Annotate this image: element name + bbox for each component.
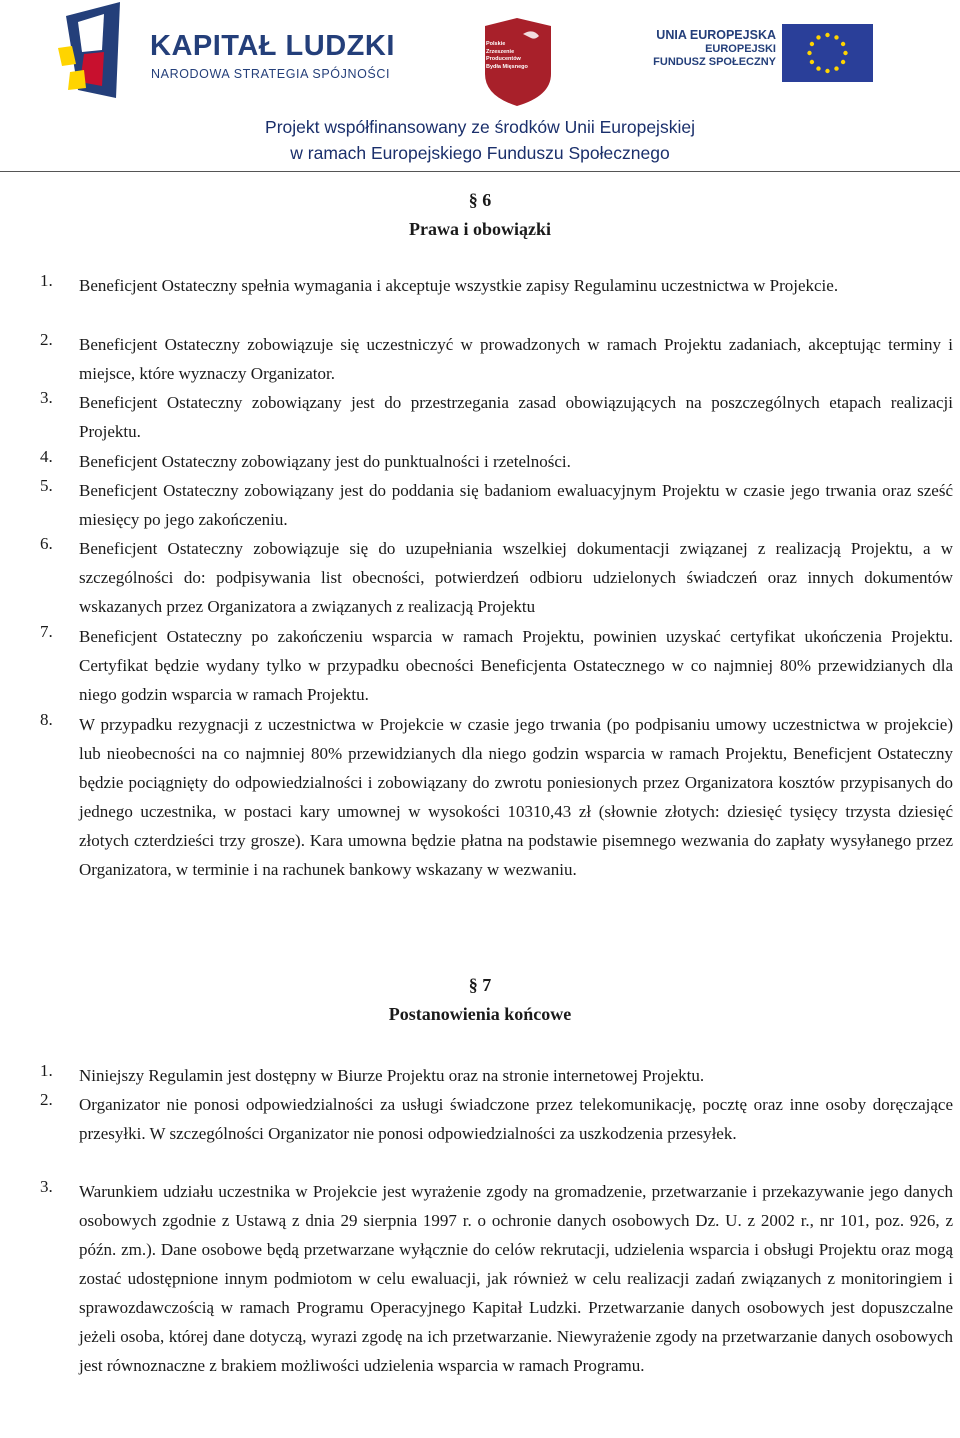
list-item-number: 3. xyxy=(40,388,53,407)
section-6-number: § 6 xyxy=(468,190,492,210)
seal-text xyxy=(486,41,532,71)
cofinance-line-1: Projekt współfinansowany ze środków Unii Europejskiej xyxy=(265,117,695,137)
section-6-title: Prawa i obowiązki xyxy=(409,219,551,239)
list-item-text: Niniejszy Regulamin jest dostępny w Biurze Projektu oraz na stronie internetowej Projektu. xyxy=(79,1066,705,1085)
eu-flag-icon xyxy=(782,24,873,82)
eu-star-icon xyxy=(825,33,829,37)
eu-star-icon xyxy=(834,66,838,70)
list-item-text: Beneficjent Ostateczny zobowiązany jest do poddania się badaniom ewaluacyjnym Projektu w czasie jego trwania oraz sześć miesięcy po jego zakończeniu. xyxy=(79,481,953,529)
list-item-text: W przypadku rezygnacji z uczestnictwa w Projekcie w czasie jego trwania (po podpisaniu umowy uczestnictwa w projekcie) lub nieobecności na co najmniej 80% przewidzianych dla niego godzin wsparcia w ramach Projektu, Beneficjent Ostateczny będzie pociągnięty do odpowiedzialności i zobowiązany do zwrotu poniesionych przez Organizatora kosztów przypisanych do jednego uczestnika, w postaci kary umownej w wysokości 10310,43 zł (słownie złotych: dziesięć tysięcy trzysta dziesięć złotych czterdzieści trzy grosze). Kara umowna będzie płatna na podstawie pisemnego wezwania do zapłaty wysyłanego przez Organizatora, w terminie i na rachunek bankowy wskazany w wezwaniu. xyxy=(79,715,953,879)
list-item-text: Beneficjent Ostateczny spełnia wymagania i akceptuje wszystkie zapisy Regulaminu uczestnictwa w Projekcie. xyxy=(79,276,839,295)
seal-line: Producentów xyxy=(486,56,521,62)
list-item-number: 2. xyxy=(40,1090,53,1109)
seal-line: Polskie xyxy=(486,41,506,47)
eu-star-icon xyxy=(834,35,838,39)
cofinance-line-2: w ramach Europejskiego Funduszu Społecznego xyxy=(290,143,670,163)
section-7-title: Postanowienia końcowe xyxy=(388,1004,572,1024)
eu-star-icon xyxy=(841,42,845,46)
section-7-number: § 7 xyxy=(468,975,492,995)
list-item-text: Beneficjent Ostateczny zobowiązany jest do punktualności i rzetelności. xyxy=(79,452,571,471)
seal-line: Bydła Mięsnego xyxy=(486,63,528,70)
list-item-text: Warunkiem udziału uczestnika w Projekcie jest wyrażenie zgody na gromadzenie, przetwarzanie i przekazywanie jego danych osobowych zgodnie z Ustawą z dnia 29 sierpnia 1997 r. o ochronie danych osobowych Dz. U. z 2002 r., nr 101, poz. 926, z późn. zm.). Dane osobowe będą przetwarzane wyłącznie do celów rekrutacji, udzielenia wsparcia i obsługi Projektu oraz mogą zostać udostępnione innym podmiotom w celu ewaluacji, jak również w celu realizacji zadań związanych z monitoringiem i sprawozdawczością w ramach Programu Operacyjnego Kapitał Ludzki. Przetwarzanie danych osobowych jest dopuszczalne jeżeli osoba, której dane dotyczą, wyrazi zgodę na ich przetwarzanie. Niewyrażenie zgody na przetwarzanie danych osobowych jest równoznaczne z brakiem możliwości udzielenia wsparcia w ramach Programu. xyxy=(79,1182,953,1375)
list-item-number: 1. xyxy=(40,271,53,290)
list-item-text: Organizator nie ponosi odpowiedzialności za usługi świadczone przez telekomunikację, pocztę oraz inne osoby doręczające przesyłki. W szczególności Organizator nie ponosi odpowiedzialności za uszkodzenia przesyłek. xyxy=(79,1095,953,1143)
list-item-text: Beneficjent Ostateczny zobowiązany jest do przestrzegania zasad obowiązujących na poszczególnych etapach realizacji Projektu. xyxy=(79,393,953,441)
eu-star-icon xyxy=(825,69,829,73)
list-item-number: 4. xyxy=(40,447,53,466)
list-item-text: Beneficjent Ostateczny zobowiązuje się do uzupełniania wszelkiej dokumentacji związanej z realizacją Projektu, a w szczególności do: podpisywania list obecności, potwierdzeń odbioru udzielonych świadczeń oraz innych dokumentów wskazanych przez Organizatora a związanych z realizacją Projektu xyxy=(79,539,953,616)
header-divider xyxy=(0,171,960,172)
page-header xyxy=(0,0,960,172)
list-item-number: 7. xyxy=(40,622,53,641)
eu-star-icon xyxy=(816,66,820,70)
eu-fund-line2: FUNDUSZ SPOŁECZNY xyxy=(653,56,776,68)
eu-fund-line1: EUROPEJSKI xyxy=(705,43,776,55)
seal-line: Zrzeszenie xyxy=(486,48,515,55)
list-item-number: 2. xyxy=(40,330,53,349)
kapital-ludzki-subtitle: NARODOWA STRATEGIA SPÓJNOŚCI xyxy=(151,67,391,81)
eu-star-icon xyxy=(843,51,847,55)
eu-star-icon xyxy=(807,51,811,55)
list-item-text: Beneficjent Ostateczny zobowiązuje się uczestniczyć w prowadzonych w ramach Projektu zadaniach, akceptując terminy i miejsce, które wyznaczy Organizator. xyxy=(79,335,953,383)
list-item-number: 5. xyxy=(40,476,53,495)
list-item-number: 8. xyxy=(40,710,53,729)
eu-star-icon xyxy=(816,35,820,39)
list-item-number: 3. xyxy=(40,1177,53,1196)
eu-title: UNIA EUROPEJSKA xyxy=(656,28,776,42)
eu-logo-text xyxy=(648,28,776,69)
eu-star-icon xyxy=(810,60,814,64)
list-item-number: 6. xyxy=(40,534,53,553)
eu-star-icon xyxy=(810,42,814,46)
list-item-text: Beneficjent Ostateczny po zakończeniu wsparcia w ramach Projektu, powinien uzyskać certyfikat ukończenia Projektu. Certyfikat będzie wydany tylko w przypadku obecności Beneficjenta Ostatecznego w co najmniej 80% przewidzianych dla niego godzin wsparcia w ramach Projektu. xyxy=(79,627,953,704)
eu-star-icon xyxy=(841,60,845,64)
kapital-ludzki-title: KAPITAŁ LUDZKI xyxy=(150,30,395,62)
list-item-number: 1. xyxy=(40,1061,53,1080)
